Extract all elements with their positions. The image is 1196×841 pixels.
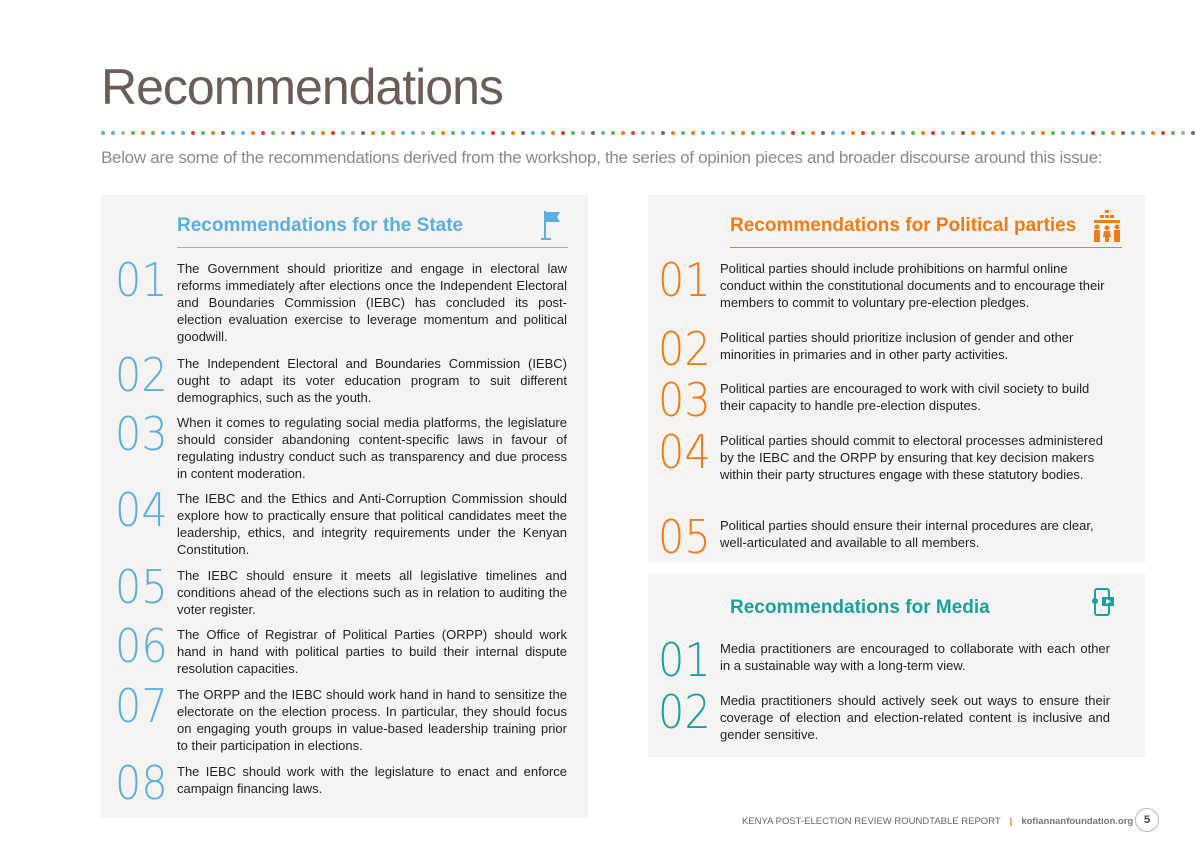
divider-dot bbox=[591, 131, 595, 135]
divider-dot bbox=[761, 131, 765, 135]
mobile-media-icon bbox=[1090, 587, 1118, 617]
item-text: Political parties are encouraged to work with civil society to build their capacity to handle pre-election disputes. bbox=[720, 381, 1090, 413]
divider-dot bbox=[661, 131, 665, 135]
divider-dot bbox=[481, 131, 485, 135]
recommendation-item bbox=[115, 407, 567, 482]
divider-dot bbox=[721, 131, 725, 135]
divider-dot bbox=[971, 131, 975, 135]
divider-dot bbox=[811, 131, 815, 135]
divider-dot bbox=[1101, 131, 1105, 135]
divider-dot bbox=[501, 131, 505, 135]
media-panel bbox=[648, 573, 1145, 757]
item-number: 07 bbox=[115, 679, 168, 733]
divider-dot bbox=[161, 131, 165, 135]
divider-dot bbox=[641, 131, 645, 135]
divider-dot bbox=[751, 131, 755, 135]
divider-dot bbox=[1031, 131, 1035, 135]
divider-dot bbox=[521, 131, 525, 135]
divider-dot bbox=[441, 131, 445, 135]
divider-dot bbox=[291, 131, 295, 135]
item-text: The IEBC should ensure it meets all legislative timelines and conditions ahead of the elections such as in relation to auditing the voter register. bbox=[177, 568, 567, 617]
divider bbox=[177, 247, 568, 248]
item-number: 06 bbox=[115, 619, 168, 673]
item-number: 02 bbox=[115, 348, 168, 402]
divider-dot bbox=[271, 131, 275, 135]
divider-dot bbox=[931, 131, 935, 135]
divider-dot bbox=[371, 131, 375, 135]
divider-dot bbox=[1001, 131, 1005, 135]
item-number: 03 bbox=[658, 373, 711, 427]
divider-dot bbox=[801, 131, 805, 135]
divider-dot bbox=[621, 131, 625, 135]
item-text: When it comes to regulating social media platforms, the legislature should consider abandoning content-specific laws in favour of regulating industry conduct such as transparency and due process in content moderation. bbox=[177, 415, 567, 481]
divider-dot bbox=[411, 131, 415, 135]
divider-dot bbox=[981, 131, 985, 135]
page-title: Recommendations bbox=[101, 59, 503, 115]
divider-dot bbox=[671, 131, 675, 135]
recommendation-item bbox=[115, 679, 567, 754]
divider-dot bbox=[681, 131, 685, 135]
divider-dot bbox=[701, 131, 705, 135]
item-text: The IEBC and the Ethics and Anti-Corruption Commission should explore how to practically ensure that political candidates meet the leadership, ethics, and integrity requirements under the Kenyan Constitution. bbox=[177, 491, 567, 557]
recommendation-item bbox=[658, 322, 1110, 376]
item-number: 04 bbox=[115, 483, 168, 537]
recommendation-item bbox=[115, 253, 567, 345]
divider-dot bbox=[101, 131, 105, 135]
divider-dot bbox=[611, 131, 615, 135]
recommendation-item bbox=[658, 633, 1110, 687]
divider-dot bbox=[841, 131, 845, 135]
divider-dot bbox=[1081, 131, 1085, 135]
divider-dot bbox=[151, 131, 155, 135]
divider-dot bbox=[1021, 131, 1025, 135]
divider-dot bbox=[491, 131, 495, 135]
divider-dot bbox=[941, 131, 945, 135]
divider-dot bbox=[1071, 131, 1075, 135]
divider-dot bbox=[1111, 131, 1115, 135]
divider-dot bbox=[831, 131, 835, 135]
divider-dot bbox=[1181, 131, 1185, 135]
divider-dot bbox=[451, 131, 455, 135]
recommendation-item bbox=[115, 348, 567, 406]
divider-dot bbox=[921, 131, 925, 135]
divider-dot bbox=[851, 131, 855, 135]
item-text: The IEBC should work with the legislature to enact and enforce campaign financing laws. bbox=[177, 764, 567, 796]
divider-dot bbox=[1011, 131, 1015, 135]
recommendation-item bbox=[115, 560, 567, 618]
recommendation-item bbox=[115, 619, 567, 677]
divider-dot bbox=[1141, 131, 1145, 135]
divider-dot bbox=[691, 131, 695, 135]
item-text: Political parties should commit to electoral processes administered by the IEBC and the ORPP by ensuring that key decision makers within their party structures engage with these statutory bodies. bbox=[720, 433, 1103, 482]
item-number: 02 bbox=[658, 322, 711, 376]
divider-dot bbox=[911, 131, 915, 135]
divider-dot bbox=[231, 131, 235, 135]
divider-dot bbox=[241, 131, 245, 135]
item-text: Media practitioners should actively seek out ways to ensure their coverage of election and election-related content is inclusive and gender sensitive. bbox=[720, 693, 1110, 742]
divider-dot bbox=[111, 131, 115, 135]
recommendation-item bbox=[658, 373, 1110, 427]
divider-dot bbox=[781, 131, 785, 135]
divider-dot bbox=[561, 131, 565, 135]
recommendation-item bbox=[115, 756, 567, 810]
item-text: The ORPP and the IEBC should work hand in hand to sensitize the electorate on the election process. In particular, they should focus on engaging youth groups in value-based leadership training prior to their participation in elections. bbox=[177, 687, 567, 753]
divider-dot bbox=[771, 131, 775, 135]
divider-dot bbox=[871, 131, 875, 135]
divider-dot bbox=[861, 131, 865, 135]
divider-dot bbox=[301, 131, 305, 135]
recommendation-item bbox=[658, 510, 1110, 564]
divider-dot bbox=[251, 131, 255, 135]
people-group-icon bbox=[1090, 209, 1124, 243]
divider-dot bbox=[951, 131, 955, 135]
item-number: 08 bbox=[115, 756, 168, 810]
recommendation-item bbox=[658, 253, 1110, 311]
divider-dot bbox=[551, 131, 555, 135]
parties-heading: Recommendations for Political parties bbox=[730, 215, 1077, 236]
item-text: Political parties should prioritize inclusion of gender and other minorities in primaries and in other party activities. bbox=[720, 330, 1074, 362]
divider-dot bbox=[821, 131, 825, 135]
divider-dot bbox=[191, 131, 195, 135]
parties-panel bbox=[648, 195, 1145, 563]
divider-dot bbox=[201, 131, 205, 135]
divider-dot bbox=[1121, 131, 1125, 135]
item-number: 03 bbox=[115, 407, 168, 461]
divider-dot bbox=[1131, 131, 1135, 135]
item-number: 05 bbox=[658, 510, 711, 564]
state-panel bbox=[101, 195, 588, 818]
divider-dot bbox=[181, 131, 185, 135]
divider-dot bbox=[1151, 131, 1155, 135]
divider-dot bbox=[581, 131, 585, 135]
divider-dot bbox=[901, 131, 905, 135]
page-number: 5 bbox=[1135, 808, 1159, 832]
divider-dot bbox=[1041, 131, 1045, 135]
item-number: 04 bbox=[658, 425, 711, 479]
footer bbox=[742, 816, 1133, 827]
divider-dot bbox=[731, 131, 735, 135]
divider-dot bbox=[391, 131, 395, 135]
divider-dot bbox=[261, 131, 265, 135]
divider-dot bbox=[1051, 131, 1055, 135]
recommendation-item bbox=[658, 685, 1110, 743]
divider-dot bbox=[401, 131, 405, 135]
divider-dot bbox=[131, 131, 135, 135]
item-text: Political parties should include prohibitions on harmful online conduct within the constitutional documents and to encourage their members to commit to voluntary pre-election pledges. bbox=[720, 261, 1105, 310]
footer-separator: | bbox=[1009, 816, 1013, 827]
divider-dot bbox=[421, 131, 425, 135]
website-link[interactable]: kofiannanfoundation.org bbox=[1021, 816, 1134, 827]
divider-dot bbox=[601, 131, 605, 135]
divider bbox=[730, 247, 1122, 248]
divider-dot bbox=[961, 131, 965, 135]
divider-dot bbox=[531, 131, 535, 135]
divider-dot bbox=[321, 131, 325, 135]
divider-dot bbox=[211, 131, 215, 135]
divider-dot bbox=[891, 131, 895, 135]
divider-dot bbox=[1161, 131, 1165, 135]
divider-dot bbox=[631, 131, 635, 135]
divider-dot bbox=[711, 131, 715, 135]
item-text: Political parties should ensure their internal procedures are clear, well-articulated and available to all members. bbox=[720, 518, 1094, 550]
divider-dot bbox=[221, 131, 225, 135]
divider-dot bbox=[791, 131, 795, 135]
media-heading: Recommendations for Media bbox=[730, 597, 990, 618]
report-title: KENYA POST-ELECTION REVIEW ROUNDTABLE REPORT bbox=[742, 816, 1001, 827]
divider-dot bbox=[881, 131, 885, 135]
state-heading: Recommendations for the State bbox=[177, 215, 464, 236]
divider-dot bbox=[1061, 131, 1065, 135]
recommendation-item bbox=[658, 425, 1110, 483]
divider-dot bbox=[141, 131, 145, 135]
divider-dot bbox=[571, 131, 575, 135]
divider-dot bbox=[511, 131, 515, 135]
divider-dot bbox=[361, 131, 365, 135]
item-number: 02 bbox=[658, 685, 711, 739]
divider-dot bbox=[461, 131, 465, 135]
item-number: 01 bbox=[115, 253, 168, 307]
divider-dot bbox=[1171, 131, 1175, 135]
dotted-divider bbox=[101, 131, 1196, 135]
divider-dot bbox=[341, 131, 345, 135]
item-text: Media practitioners are encouraged to collaborate with each other in a sustainable way with a long-term view. bbox=[720, 641, 1110, 673]
divider-dot bbox=[431, 131, 435, 135]
divider-dot bbox=[311, 131, 315, 135]
divider-dot bbox=[121, 131, 125, 135]
item-text: The Independent Electoral and Boundaries Commission (IEBC) ought to adapt its voter education program to suit different demographics, such as the youth. bbox=[177, 356, 567, 405]
flag-icon bbox=[541, 209, 565, 241]
divider-dot bbox=[1191, 131, 1195, 135]
item-number: 01 bbox=[658, 633, 711, 687]
divider-dot bbox=[331, 131, 335, 135]
item-text: The Government should prioritize and engage in electoral law reforms immediately after elections once the Independent Electoral and Boundaries Commission (IEBC) has concluded its post-election evaluation exercise to leverage momentum and political goodwill. bbox=[177, 261, 567, 344]
divider-dot bbox=[381, 131, 385, 135]
item-number: 05 bbox=[115, 560, 168, 614]
divider-dot bbox=[741, 131, 745, 135]
divider-dot bbox=[1091, 131, 1095, 135]
divider-dot bbox=[541, 131, 545, 135]
divider-dot bbox=[471, 131, 475, 135]
divider-dot bbox=[281, 131, 285, 135]
divider-dot bbox=[991, 131, 995, 135]
divider-dot bbox=[651, 131, 655, 135]
intro-text: Below are some of the recommendations derived from the workshop, the series of opinion pieces and broader discourse around this issue: bbox=[101, 148, 1103, 167]
item-text: The Office of Registrar of Political Parties (ORPP) should work hand in hand with political parties to build their internal dispute resolution capacities. bbox=[177, 627, 567, 676]
item-number: 01 bbox=[658, 253, 711, 307]
divider-dot bbox=[171, 131, 175, 135]
divider-dot bbox=[351, 131, 355, 135]
recommendation-item bbox=[115, 483, 567, 558]
